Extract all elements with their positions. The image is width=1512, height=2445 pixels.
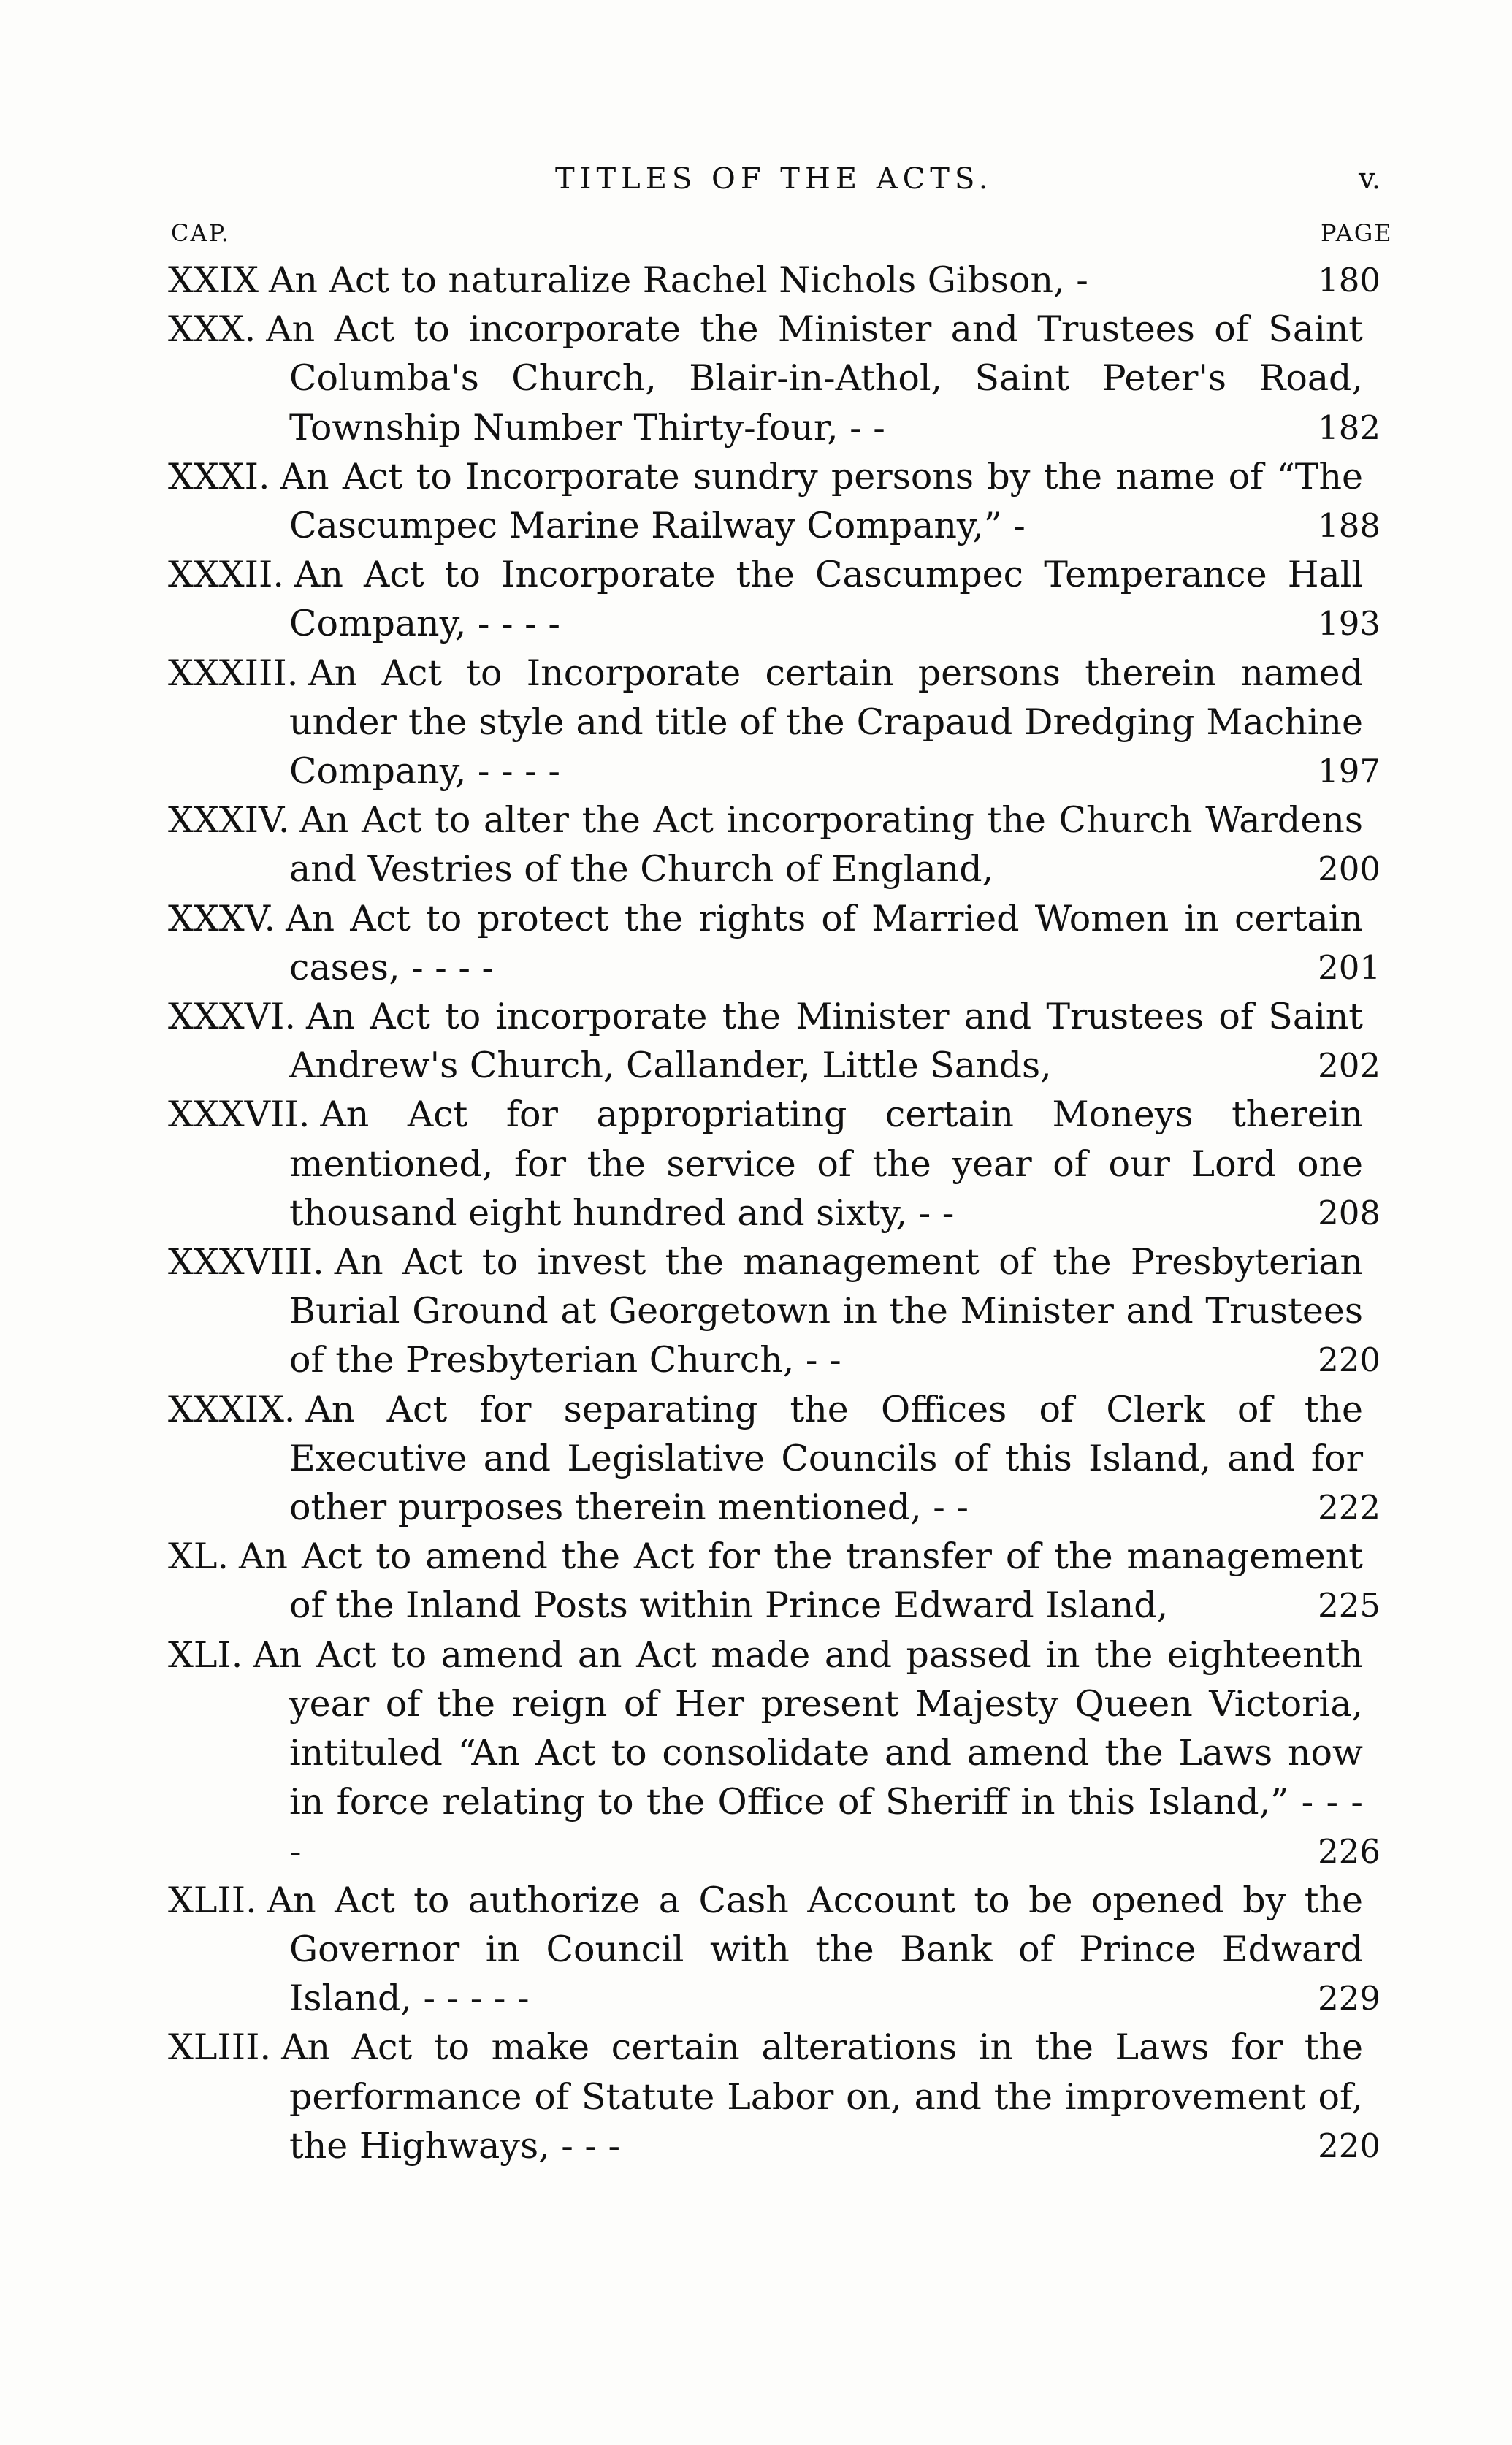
chapter-number: XXXI. [168, 455, 270, 497]
page-number: 182 [1318, 408, 1381, 447]
cap-column-heading: CAP. [171, 219, 230, 247]
chapter-number: XXXIX. [168, 1388, 296, 1430]
page-number: 222 [1318, 1488, 1381, 1527]
chapter-number: XXXV. [168, 897, 276, 939]
act-title: An Act to protect the rights of Married Women in certain cases, - - - - [286, 897, 1363, 988]
page-number: 229 [1318, 1979, 1381, 2018]
page-number: 220 [1318, 1340, 1381, 1380]
act-entry [0, 1630, 1512, 1876]
act-entry [0, 1385, 1512, 1533]
chapter-number: XXXVIII. [168, 1241, 324, 1283]
page-numeral: v. [1359, 162, 1381, 196]
page-number: 200 [1318, 850, 1381, 889]
act-entry [0, 649, 1512, 796]
chapter-number: XXXVI. [168, 996, 296, 1038]
act-title: An Act to amend the Act for the transfer of the management of the Inland Posts within Prince Edward Island, [239, 1536, 1363, 1627]
page-number: 180 [1318, 261, 1381, 300]
chapter-number: XXXVII. [168, 1094, 310, 1136]
act-entry [0, 1876, 1512, 2023]
page-number: 197 [1318, 752, 1381, 791]
page-number: 225 [1318, 1586, 1381, 1625]
act-title: An Act to incorporate the Minister and Trustees of Saint Andrew's Church, Callander, Little Sands, [289, 996, 1363, 1087]
act-entry [0, 796, 1512, 893]
act-title: An Act to authorize a Cash Account to be opened by the Governor in Council with the Bank of Prince Edward Island, - - - - - [267, 1879, 1363, 2020]
act-title: An Act for separating the Offices of Clerk of the Executive and Legislative Councils of this Island, and for other purposes therein mentioned, - - [289, 1388, 1363, 1529]
act-entry [0, 992, 1512, 1090]
act-title: An Act for appropriating certain Moneys therein mentioned, for the service of the year of our Lord one thousand eight hundred and sixty, - - [289, 1094, 1363, 1234]
act-title: An Act to Incorporate the Cascumpec Temperance Hall Company, - - - - [289, 554, 1363, 645]
acts-list [0, 256, 1512, 2170]
page-number: 208 [1318, 1193, 1381, 1232]
page-number: 220 [1318, 2126, 1381, 2165]
chapter-number: XLIII. [168, 2026, 272, 2069]
page-number: 188 [1318, 506, 1381, 546]
act-title: An Act to Incorporate sundry persons by the name of “The Cascumpec Marine Railway Company,” - [280, 455, 1363, 547]
act-entry [0, 550, 1512, 648]
act-title: An Act to invest the management of the Presbyterian Burial Ground at Georgetown in the Minister and Trustees of the Presbyterian Church, - - [289, 1241, 1363, 1381]
page-number: 201 [1318, 947, 1381, 987]
act-title: An Act to naturalize Rachel Nichols Gibson, - [269, 259, 1088, 301]
chapter-number: XLI. [168, 1633, 243, 1676]
act-entry [0, 256, 1512, 305]
act-entry [0, 894, 1512, 992]
running-head: TITLES OF THE ACTS. [555, 162, 993, 196]
chapter-number: XXX. [168, 308, 256, 351]
act-title: An Act to amend an Act made and passed in the eighteenth year of the reign of Her present Majesty Queen Victoria, intituled “An Act to consolidate and amend the Laws now in force relating to the Office of Sheriff in this Island,” - - - - [253, 1633, 1363, 1872]
chapter-number: XXXIII. [168, 652, 299, 694]
act-title: An Act to incorporate the Minister and Trustees of Saint Columba's Church, Blair-in-Athol, Saint Peter's Road, Township Number Thirty-four, - - [266, 308, 1363, 449]
act-title: An Act to Incorporate certain persons therein named under the style and title of the Crapaud Dredging Machine Company, - - - - [289, 652, 1363, 793]
act-entry [0, 1090, 1512, 1237]
act-title: An Act to make certain alterations in the Laws for the performance of Statute Labor on, and the improvement of, the Highways, - - - [281, 2026, 1363, 2167]
act-entry [0, 1532, 1512, 1630]
page-number: 193 [1318, 604, 1381, 644]
chapter-number: XXXII. [168, 554, 284, 596]
page-number: 202 [1318, 1046, 1381, 1086]
chapter-number: XL. [168, 1536, 229, 1578]
chapter-number: XLII. [168, 1879, 257, 1921]
act-entry [0, 305, 1512, 452]
chapter-number: XXIX [168, 259, 259, 301]
act-title: An Act to alter the Act incorporating the Church Wardens and Vestries of the Church of England, [289, 799, 1363, 890]
chapter-number: XXXIV. [168, 799, 290, 842]
act-entry [0, 1237, 1512, 1385]
act-entry [0, 2023, 1512, 2170]
page-column-heading: PAGE [1321, 219, 1393, 247]
act-entry [0, 452, 1512, 550]
page-number: 226 [1318, 1831, 1381, 1871]
